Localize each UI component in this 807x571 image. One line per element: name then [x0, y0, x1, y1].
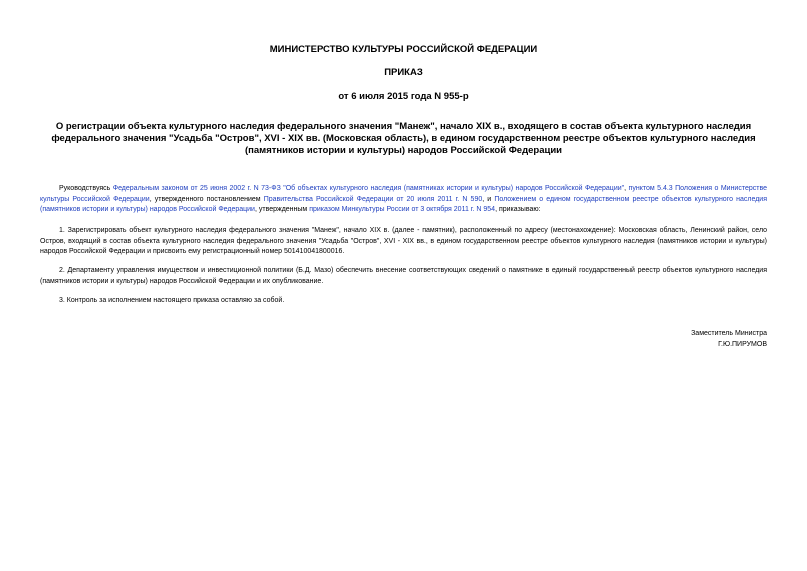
order-item-2: 2. Департаменту управления имуществом и инвестиционной политики (Б.Д. Мазо) обеспечить внесение соответствующих сведений о памятнике в единый государственный реестр объектов культурного наследия (памятников истории и культуры) народов Российской Федерации и их опубликование. [40, 267, 767, 285]
ministry-heading: МИНИСТЕРСТВО КУЛЬТУРЫ РОССИЙСКОЙ ФЕДЕРАЦИИ [269, 44, 538, 55]
document-type: ПРИКАЗ [384, 67, 423, 78]
signature-name: Г.Ю.ПИРУМОВ [718, 341, 767, 348]
preamble-text-1: Руководствуясь [59, 185, 113, 192]
link-registry-regulation[interactable]: Положением о едином государственном реестре объектов культурного наследия (памятников истории и культуры) народов Российской Федерации [40, 195, 767, 213]
link-ministry-regulation[interactable]: пунктом 5.4.3 Положения о Министерстве культуры Российской Федерации [40, 185, 767, 203]
order-item-3: 3. Контроль за исполнением настоящего приказа оставляю за собой. [59, 297, 285, 304]
link-order-954[interactable]: приказом Минкультуры России от 3 октября 2011 г. N 954 [309, 206, 496, 213]
signature-position: Заместитель Министра [691, 330, 767, 337]
document-date-number: от 6 июля 2015 года N 955-р [338, 91, 469, 102]
link-federal-law-73[interactable]: Федеральным законом от 25 июня 2002 г. N 73-ФЗ "Об объектах культурного наследия (памятниках истории и культуры) народов Российской Федерации" [112, 185, 625, 192]
preamble-text-5: , утвержденным [254, 206, 310, 213]
document-title: О регистрации объекта культурного наследия федерального значения "Манеж", начало XIX в., входящего в состав объекта культурного наследия федерального значения "Усадьба "Остров", XVI - XIX вв. (Московская область), в едином государственном реестре объектов культурного наследия (памятников истории и культуры) народов Российской Федерации [51, 121, 756, 156]
preamble-text-3: , утвержденного постановлением [149, 195, 264, 203]
order-item-1: 1. Зарегистрировать объект культурного наследия федерального значения "Манеж", начало XIX в. (далее - памятник), расположенный по адресу (местонахождение): Московская область, Ленинский район, село Остров, входящий в состав объекта культурного наследия федерального значения "Усадьба "Остров", XVI - XIX вв., в едином государственном реестре объектов культурного наследия (памятников истории и культуры) народов Российской Федерации и присвоить ему регистрационный номер 501410041800016. [40, 227, 767, 255]
preamble-text-2: , [624, 185, 629, 192]
preamble-text-6: , приказываю: [495, 206, 541, 213]
preamble-text-4: , и [482, 195, 495, 203]
link-government-decree-590[interactable]: Правительства Российской Федерации от 20 июля 2011 г. N 590 [263, 195, 483, 203]
preamble-paragraph [40, 184, 767, 216]
